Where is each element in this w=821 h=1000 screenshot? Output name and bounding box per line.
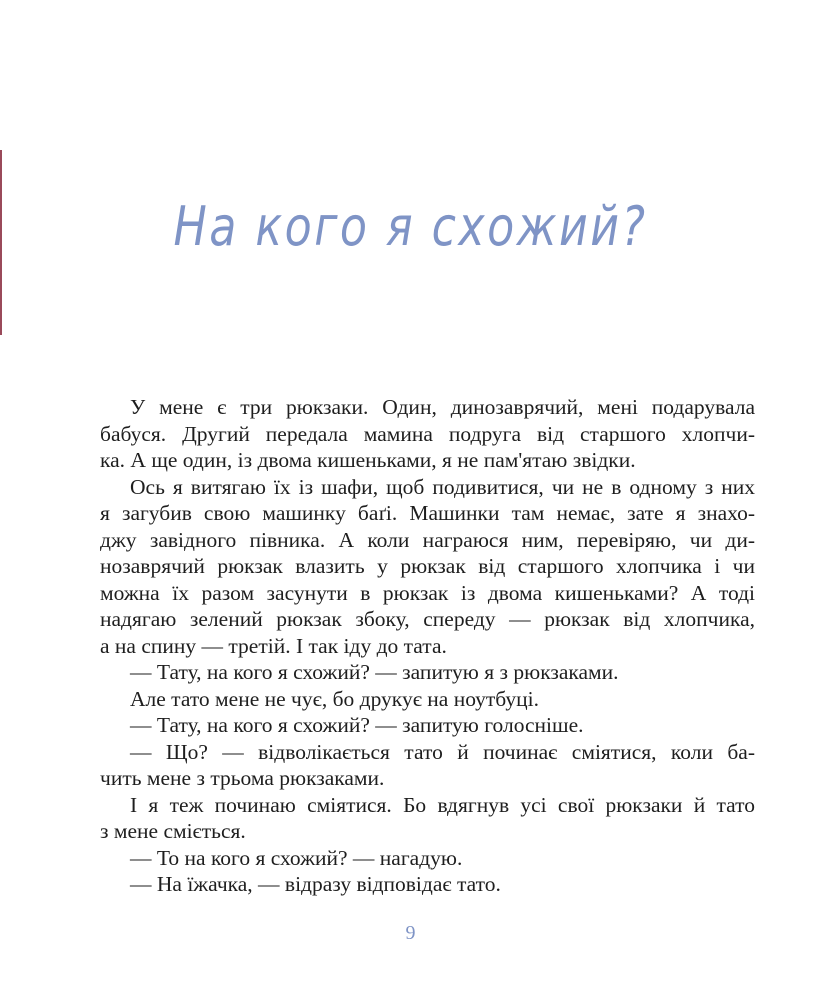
text-line: ка. А ще один, із двома кишеньками, я не пам'ятаю звідки. (100, 448, 636, 472)
text-line: надягаю зелений рюкзак збоку, спереду — рюкзак від хлопчика, (100, 607, 755, 631)
text-line: а на спину — третій. І так іду до тата. (100, 633, 447, 658)
text-line: — Тату, на кого я схожий? — запитую голосніше. (130, 713, 584, 737)
text-line: джу завідного півника. А коли награюся ним, перевіряю, чи ди- (100, 527, 755, 552)
text-line: І я теж починаю сміятися. Бо вдягнув усі свої рюкзаки й тато (130, 792, 755, 817)
text-line: Але тато мене не чує, бо друкує на ноутбуці. (130, 686, 540, 711)
text-line: — Що? — відволікається тато й починає сміятися, коли ба- (130, 739, 755, 764)
text-line: бабуся. Другий передала мамина подруга від старшого хлопчи- (100, 421, 755, 446)
text-line: У мене є три рюкзаки. Один, динозаврячий, мені подарувала (130, 395, 755, 419)
text-line: — На їжачка, — відразу відповідає тато. (130, 872, 501, 896)
body-text (100, 394, 755, 898)
text-line: чить мене з трьома рюкзаками. (100, 766, 385, 790)
text-line: я загубив свою машинку баґі. Машинки там немає, зате я знахо- (100, 501, 755, 525)
page-number: 9 (405, 922, 416, 944)
text-line: Ось я витягаю їх із шафи, щоб подивитися, чи не в одному з них (130, 474, 755, 499)
page-edge-mark (0, 150, 2, 335)
text-line: — Тату, на кого я схожий? — запитую я з рюкзаками. (130, 660, 619, 684)
text-line: з мене сміється. (100, 819, 246, 843)
text-line: — То на кого я схожий? — нагадую. (130, 845, 463, 870)
text-line: можна їх разом засунути в рюкзак із двома кишеньками? А тоді (100, 580, 755, 605)
text-line: нозаврячий рюкзак влазить у рюкзак від старшого хлопчика і чи (100, 554, 755, 578)
chapter-title: На кого я схожий? (173, 195, 648, 258)
